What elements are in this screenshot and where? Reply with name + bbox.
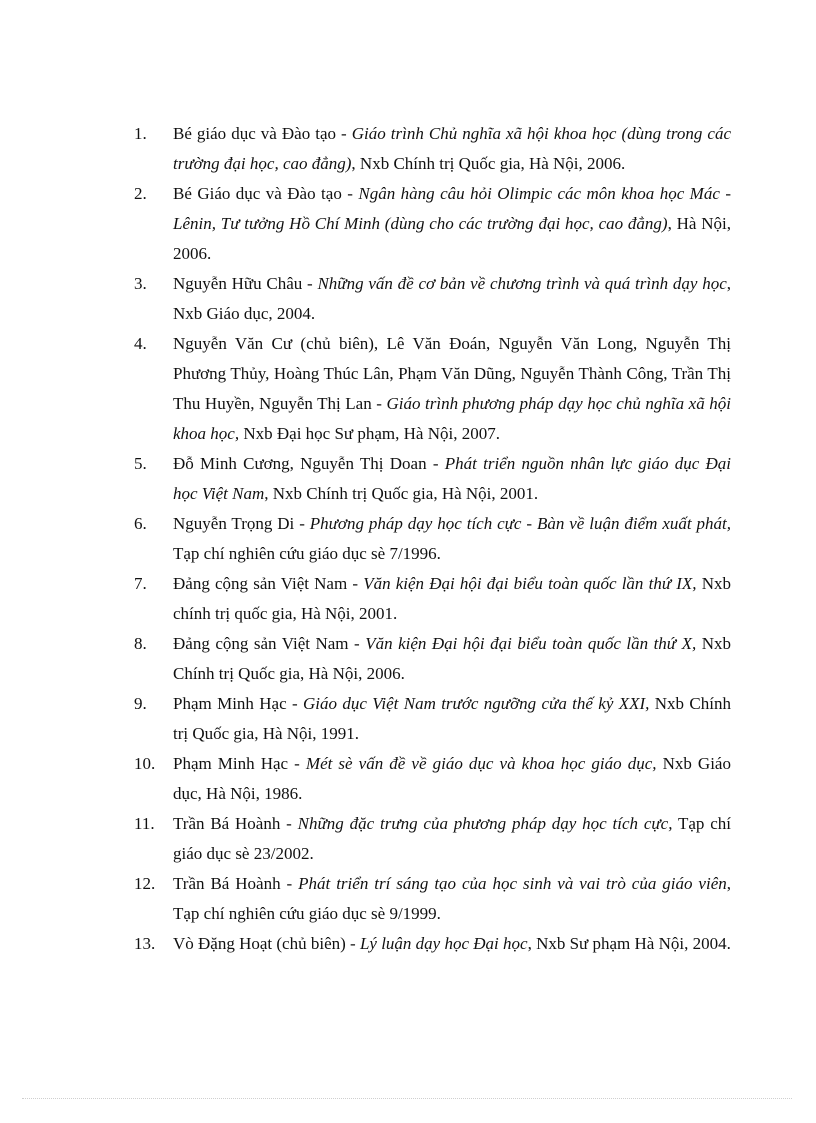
reference-item xyxy=(134,509,731,569)
reference-authors: Nguyễn Trọng Di xyxy=(173,514,295,533)
reference-publisher: , Nxb Chính trị Quốc gia, Hà Nội, 2006. xyxy=(351,154,626,173)
reference-authors: Bé Giáo dục và Đào tạo xyxy=(173,184,342,203)
reference-publisher: Nxb Giáo dục, Hà Nội, 1986. xyxy=(173,754,731,803)
reference-publisher: , Nxb Sư phạm Hà Nội, 2004. xyxy=(527,934,731,953)
reference-publisher: Nxb Đại học Sư phạm, Hà Nội, 2007. xyxy=(239,424,500,443)
reference-item xyxy=(134,809,731,869)
reference-publisher: Tạp chí giáo dục sè 23/2002. xyxy=(173,814,731,863)
reference-item xyxy=(134,929,731,959)
reference-item xyxy=(134,689,731,749)
reference-title: Văn kiện Đại hội đại biểu toàn quốc lần thứ X, xyxy=(365,634,697,653)
reference-number: 8. xyxy=(134,634,147,653)
reference-authors: Đảng cộng sản Việt Nam xyxy=(173,634,349,653)
reference-number: 6. xyxy=(134,514,147,533)
reference-number: 2. xyxy=(134,184,147,203)
reference-authors: Đỗ Minh Cương, Nguyễn Thị Doan xyxy=(173,454,427,473)
page-footer-divider xyxy=(22,1098,792,1099)
reference-number: 11. xyxy=(134,814,155,833)
reference-separator: - xyxy=(341,184,359,203)
reference-separator: - xyxy=(371,394,387,413)
reference-separator: - xyxy=(426,454,445,473)
reference-publisher: Nxb Chính trị Quốc gia, Hà Nội, 2006. xyxy=(173,634,731,683)
reference-item xyxy=(134,869,731,929)
reference-authors: Trần Bá Hoành xyxy=(173,814,281,833)
reference-item xyxy=(134,449,731,509)
reference-number: 4. xyxy=(134,334,147,353)
reference-authors: Phạm Minh Hạc xyxy=(173,754,289,773)
reference-separator: - xyxy=(348,634,366,653)
reference-number: 10. xyxy=(134,754,156,773)
reference-separator: - xyxy=(302,274,318,293)
reference-title: Phát triển nguồn nhân lực giáo dục Đại học Việt Nam xyxy=(173,454,731,503)
reference-number: 5. xyxy=(134,454,147,473)
reference-title: Giáo trình Chủ nghĩa xã hội khoa học (dùng trong các trường đại học, cao đẳng) xyxy=(173,124,731,173)
reference-item xyxy=(134,179,731,269)
reference-title: Những đặc trưng của phương pháp dạy học tích cực, xyxy=(297,814,673,833)
reference-item xyxy=(134,569,731,629)
reference-title: Mét sè vấn đề về giáo dục và khoa học giáo dục, xyxy=(305,754,657,773)
reference-number: 12. xyxy=(134,874,156,893)
reference-separator: - xyxy=(288,754,306,773)
reference-separator: - xyxy=(347,574,364,593)
reference-authors: Trần Bá Hoành xyxy=(173,874,281,893)
reference-number: 3. xyxy=(134,274,147,293)
reference-publisher: Tạp chí nghiên cứu giáo dục sè 7/1996. xyxy=(173,544,441,563)
reference-number: 7. xyxy=(134,574,147,593)
reference-item xyxy=(134,329,731,449)
reference-publisher: , Nxb Chính trị Quốc gia, Hà Nội, 2001. xyxy=(264,484,539,503)
reference-authors: Bé giáo dục và Đào tạo xyxy=(173,124,336,143)
reference-authors: Đảng cộng sản Việt Nam xyxy=(173,574,348,593)
reference-separator: - xyxy=(345,934,360,953)
reference-separator: - xyxy=(280,874,299,893)
reference-list xyxy=(134,119,731,959)
reference-item xyxy=(134,269,731,329)
reference-publisher: Nxb Chính trị Quốc gia, Hà Nội, 1991. xyxy=(173,694,731,743)
reference-publisher: , Nxb Giáo dục, 2004. xyxy=(173,274,731,323)
reference-separator: - xyxy=(286,694,304,713)
reference-separator: - xyxy=(280,814,298,833)
reference-authors: Vò Đặng Hoạt (chủ biên) xyxy=(173,934,346,953)
reference-number: 1. xyxy=(134,124,147,143)
reference-title: Lý luận dạy học Đại học xyxy=(359,934,528,953)
reference-publisher: , Tạp chí nghiên cứu giáo dục sè 9/1999. xyxy=(173,874,731,923)
reference-authors: Nguyễn Văn Cư (chủ biên), Lê Văn Đoán, Nguyễn Văn Long, Nguyễn Thị Phương Thủy, Hoàng Thúc Lân, Phạm Văn Dũng, Nguyễn Thành Công, Trần Thị Thu Huyền, Nguyễn Thị Lan xyxy=(173,334,731,413)
reference-title: Ngân hàng câu hỏi Olimpic các môn khoa học Mác - Lênin, Tư tưởng Hồ Chí Minh (dùng cho các trường đại học, cao đẳng) xyxy=(173,184,731,233)
reference-number: 9. xyxy=(134,694,147,713)
reference-item xyxy=(134,119,731,179)
reference-number: 13. xyxy=(134,934,156,953)
reference-title: Phát triển trí sáng tạo của học sinh và vai trò của giáo viên xyxy=(298,874,727,893)
reference-publisher: Nxb chính trị quốc gia, Hà Nội, 2001. xyxy=(173,574,731,623)
reference-item xyxy=(134,629,731,689)
reference-title: Văn kiện Đại hội đại biểu toàn quốc lần thứ IX, xyxy=(363,574,697,593)
reference-authors: Nguyễn Hữu Châu xyxy=(173,274,303,293)
reference-separator: - xyxy=(294,514,310,533)
reference-authors: Phạm Minh Hạc xyxy=(173,694,287,713)
reference-title: Giáo dục Việt Nam trước ngưỡng cửa thế kỷ XXI, xyxy=(303,694,650,713)
reference-title: Phương pháp dạy học tích cực - Bàn về luận điểm xuất phát, xyxy=(309,514,731,533)
reference-title: Giáo trình phương pháp dạy học chủ nghĩa xã hội khoa học, xyxy=(173,394,731,443)
reference-separator: - xyxy=(336,124,352,143)
reference-item xyxy=(134,749,731,809)
reference-title: Những vấn đề cơ bản về chương trình và quá trình dạy học xyxy=(317,274,727,293)
reference-publisher: , Hà Nội, 2006. xyxy=(173,214,731,263)
